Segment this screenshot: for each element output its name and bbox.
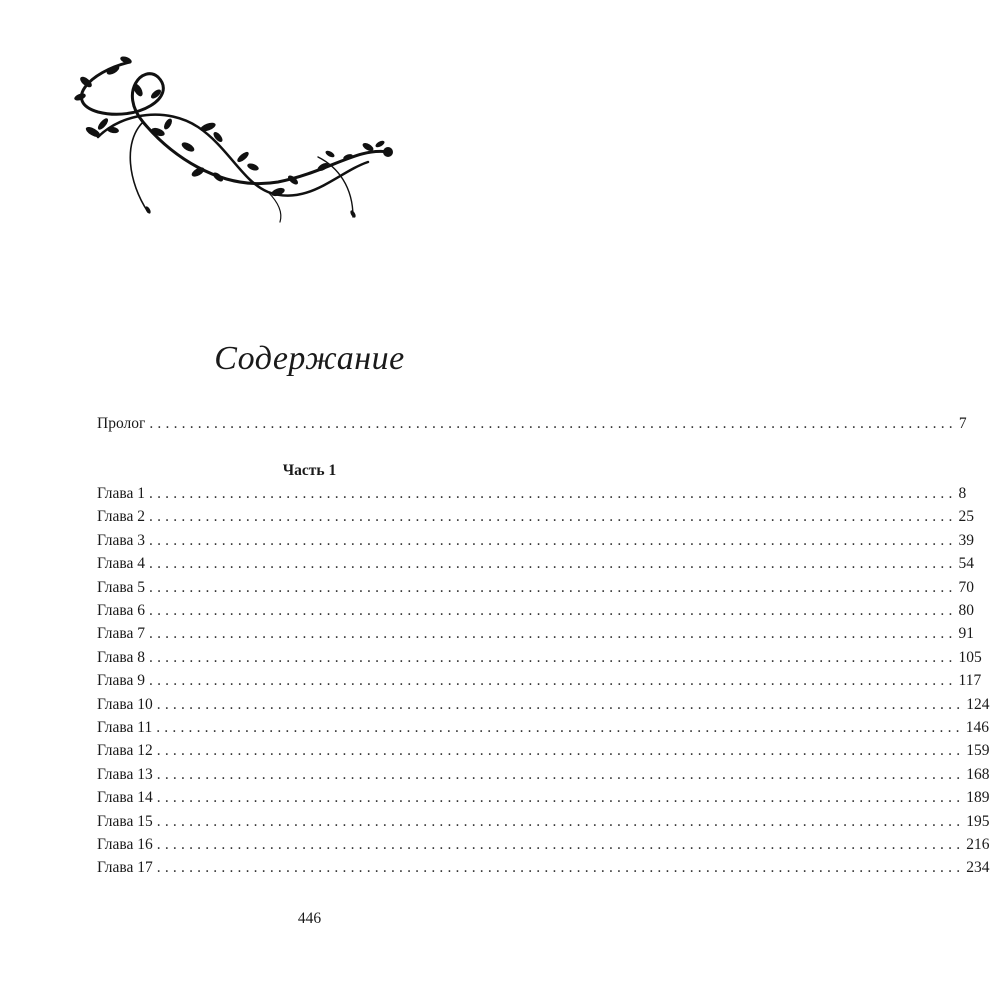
toc-entry-chapter[interactable] (97, 578, 975, 601)
dot-leader: .................................................................................................... (149, 508, 957, 526)
toc-entry-page: 168 (966, 765, 990, 783)
toc-entry-chapter[interactable] (97, 531, 975, 554)
toc-entry-label: Пролог (97, 415, 146, 432)
toc-entry-page: 159 (966, 742, 990, 760)
toc-entry-chapter[interactable] (97, 719, 989, 741)
toc-entry-label: Глава 2 (97, 508, 146, 526)
toc-entry-label: Глава 11 (97, 719, 153, 736)
dot-leader: .................................................................................................... (149, 531, 957, 549)
dot-leader: .................................................................................................... (149, 625, 957, 643)
dot-leader: .................................................................................................... (149, 555, 957, 573)
toc-entry-chapter[interactable] (97, 625, 975, 647)
toc-entry-label: Глава 12 (97, 742, 153, 760)
toc-entry-label: Глава 7 (97, 625, 146, 643)
toc-entry-chapter[interactable] (97, 508, 975, 530)
toc-entry-page: 189 (966, 789, 990, 807)
toc-entry-label: Глава 8 (97, 648, 146, 666)
dot-leader: .................................................................................................... (149, 602, 957, 619)
part-heading: Часть 1 (282, 462, 337, 479)
toc-entry-label: Глава 3 (97, 531, 146, 549)
dot-leader: .................................................................................................... (156, 765, 965, 783)
toc-entry-chapter[interactable] (97, 648, 982, 671)
dot-leader: .................................................................................................... (156, 695, 965, 713)
toc-entry-label: Глава 9 (97, 672, 146, 690)
toc-entry-page: 70 (958, 578, 975, 596)
toc-entry-page: 54 (958, 555, 975, 573)
dot-leader: .................................................................................................... (149, 648, 957, 666)
toc-entry-prologue[interactable] (97, 415, 967, 437)
toc-entry-chapter[interactable] (97, 602, 975, 624)
toc-entry-chapter[interactable] (97, 742, 990, 764)
toc-entry-label: Глава 14 (97, 789, 153, 807)
dot-leader: .................................................................................................... (149, 672, 957, 690)
toc-entry-page: 216 (966, 836, 990, 853)
toc-entry-chapter[interactable] (97, 485, 967, 507)
page-number: 446 (297, 910, 322, 927)
toc-entry-page: 25 (958, 508, 975, 526)
toc-entry-label: Глава 1 (97, 485, 146, 502)
dot-leader: .................................................................................................... (149, 415, 957, 432)
toc-entry-chapter[interactable] (97, 695, 990, 718)
toc-entry-label: Глава 17 (97, 859, 153, 877)
toc-entry-label: Глава 4 (97, 555, 146, 573)
toc-entry-page: 8 (958, 485, 967, 502)
toc-entry-chapter[interactable] (97, 672, 982, 694)
toc-entry-page: 124 (966, 695, 990, 713)
toc-entry-page: 195 (966, 812, 990, 830)
dot-leader: .................................................................................................... (156, 742, 965, 760)
toc-entry-label: Глава 5 (97, 578, 146, 596)
toc-entry-chapter[interactable] (97, 555, 975, 577)
toc-entry-chapter[interactable] (97, 789, 990, 811)
dot-leader: .................................................................................................... (156, 812, 965, 830)
toc-entry-page: 91 (958, 625, 975, 643)
toc-entry-page: 39 (958, 531, 975, 549)
toc-entry-page: 146 (965, 719, 989, 736)
toc-entry-page: 105 (958, 648, 982, 666)
toc-entry-label: Глава 16 (97, 836, 153, 853)
toc-entry-chapter[interactable] (97, 859, 990, 881)
toc-entry-chapter[interactable] (97, 812, 990, 835)
dot-leader: .................................................................................................... (156, 836, 965, 853)
vine-ornament-icon (68, 52, 408, 227)
toc-entry-chapter[interactable] (97, 765, 990, 788)
page-title: Содержание (214, 340, 405, 377)
dot-leader: .................................................................................................... (149, 485, 957, 502)
toc-entry-label: Глава 15 (97, 812, 153, 830)
toc-entry-page: 7 (958, 415, 967, 432)
toc-entry-page: 80 (958, 602, 975, 619)
toc-entry-page: 117 (958, 672, 982, 690)
dot-leader: .................................................................................................... (156, 789, 965, 807)
toc-entry-label: Глава 10 (97, 695, 153, 713)
toc-entry-chapter[interactable] (97, 836, 990, 858)
toc-entry-label: Глава 6 (97, 602, 146, 619)
dot-leader: .................................................................................................... (149, 578, 957, 596)
toc-entry-page: 234 (966, 859, 990, 877)
dot-leader: .................................................................................................... (156, 859, 965, 877)
toc-entry-label: Глава 13 (97, 765, 153, 783)
dot-leader: .................................................................................................... (156, 719, 964, 736)
